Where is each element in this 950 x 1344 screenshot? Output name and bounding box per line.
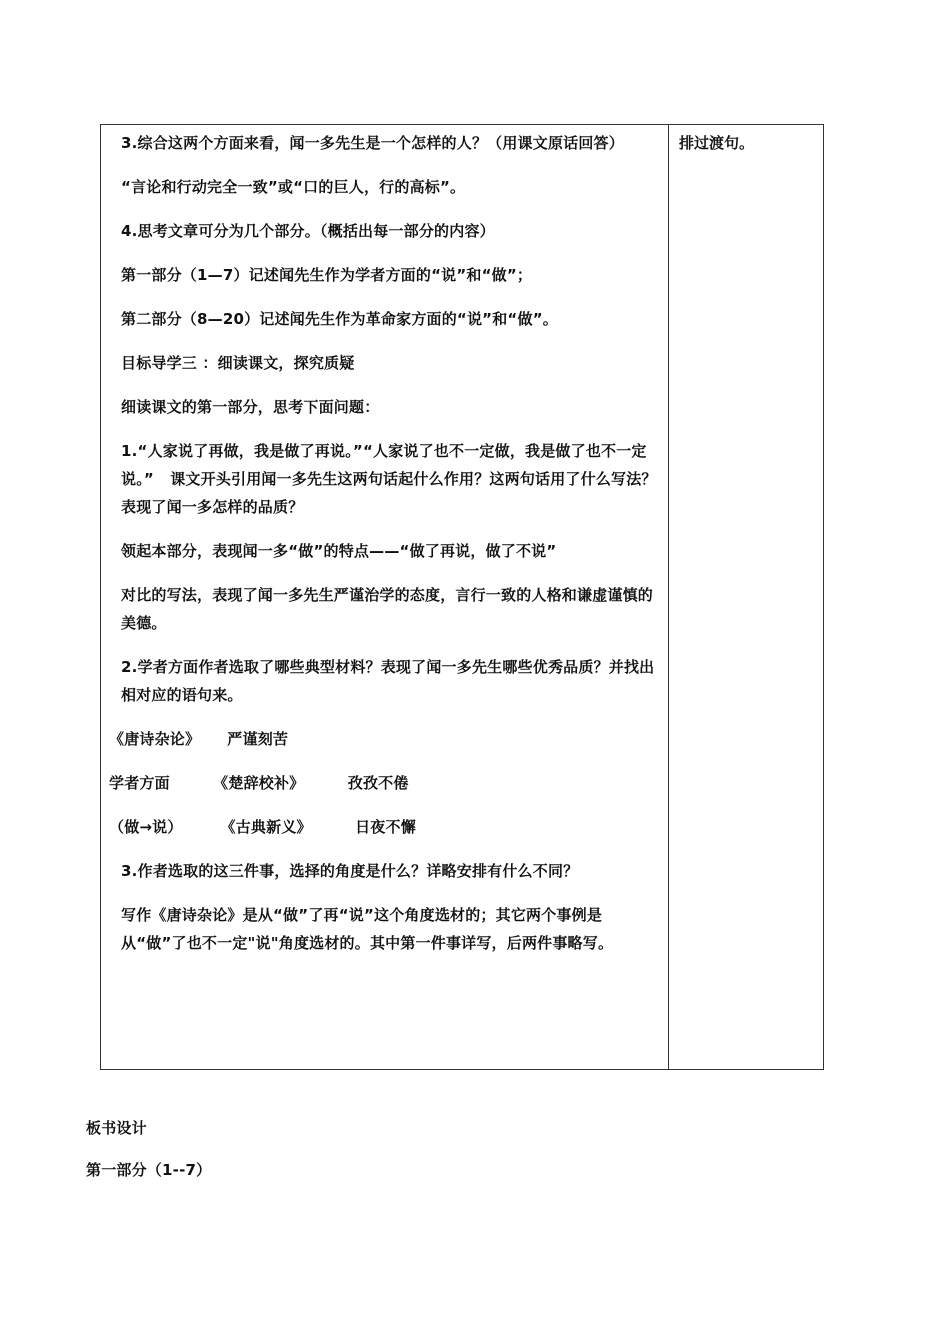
board-design-first-part: 第一部分（1--7）: [86, 1161, 212, 1179]
content-paragraph: 对比的写法，表现了闻一多先生严谨治学的态度，言行一致的人格和谦虚谨慎的美德。: [121, 586, 654, 632]
side-note-cell: [669, 125, 823, 1069]
content-paragraph: 3.作者选取的这三件事，选择的角度是什么？详略安排有什么不同？: [121, 862, 579, 880]
side-note-text: 排过渡句。: [679, 134, 755, 152]
content-paragraph: 第一部分（1—7）记述闻先生作为学者方面的“说”和“做”；: [121, 266, 533, 284]
content-paragraph: 目标导学三 ：细读课文，探究质疑: [121, 354, 355, 372]
content-paragraph: 4.思考文章可分为几个部分。（概括出每一部分的内容）: [121, 222, 495, 240]
content-paragraph: 第二部分（8—20）记述闻先生作为革命家方面的“说”和“做”。: [121, 310, 558, 328]
content-paragraph: 1.“人家说了再做，我是做了再说。”“人家说了也不一定做，我是做了也不一定说。” 课文开头引用闻一多先生这两句话起什么作用？这两句话用了什么写法？表现了闻一多怎样的品质？: [121, 442, 657, 516]
board-design-title: 板书设计: [86, 1119, 147, 1137]
content-paragraph: 《唐诗杂论》 严谨刻苦: [109, 730, 289, 748]
content-paragraph: （做→说） 《古典新义》 日夜不懈: [109, 818, 416, 836]
content-paragraph: 3.综合这两个方面来看，闻一多先生是一个怎样的人？（用课文原话回答）: [121, 134, 624, 152]
content-paragraph: 2.学者方面作者选取了哪些典型材料？表现了闻一多先生哪些优秀品质？并找出相对应的语句来。: [121, 658, 655, 704]
content-paragraph: 领起本部分，表现闻一多“做”的特点——“做了再说，做了不说”: [121, 542, 557, 560]
lesson-plan-table: [100, 124, 824, 1070]
content-paragraph: 写作《唐诗杂论》是从“做”了再“说”这个角度选材的；其它两个事例是从“做”了也不一定"说"角度选材的。其中第一件事详写，后两件事略写。: [121, 906, 614, 952]
content-paragraph: “言论和行动完全一致”或“口的巨人，行的高标”。: [121, 178, 466, 196]
content-paragraph: 学者方面 《楚辞校补》 孜孜不倦: [109, 774, 409, 792]
main-content-cell: [101, 125, 669, 1069]
content-paragraph: 细读课文的第一部分，思考下面问题：: [121, 398, 380, 416]
board-design-section: [86, 1114, 866, 1198]
